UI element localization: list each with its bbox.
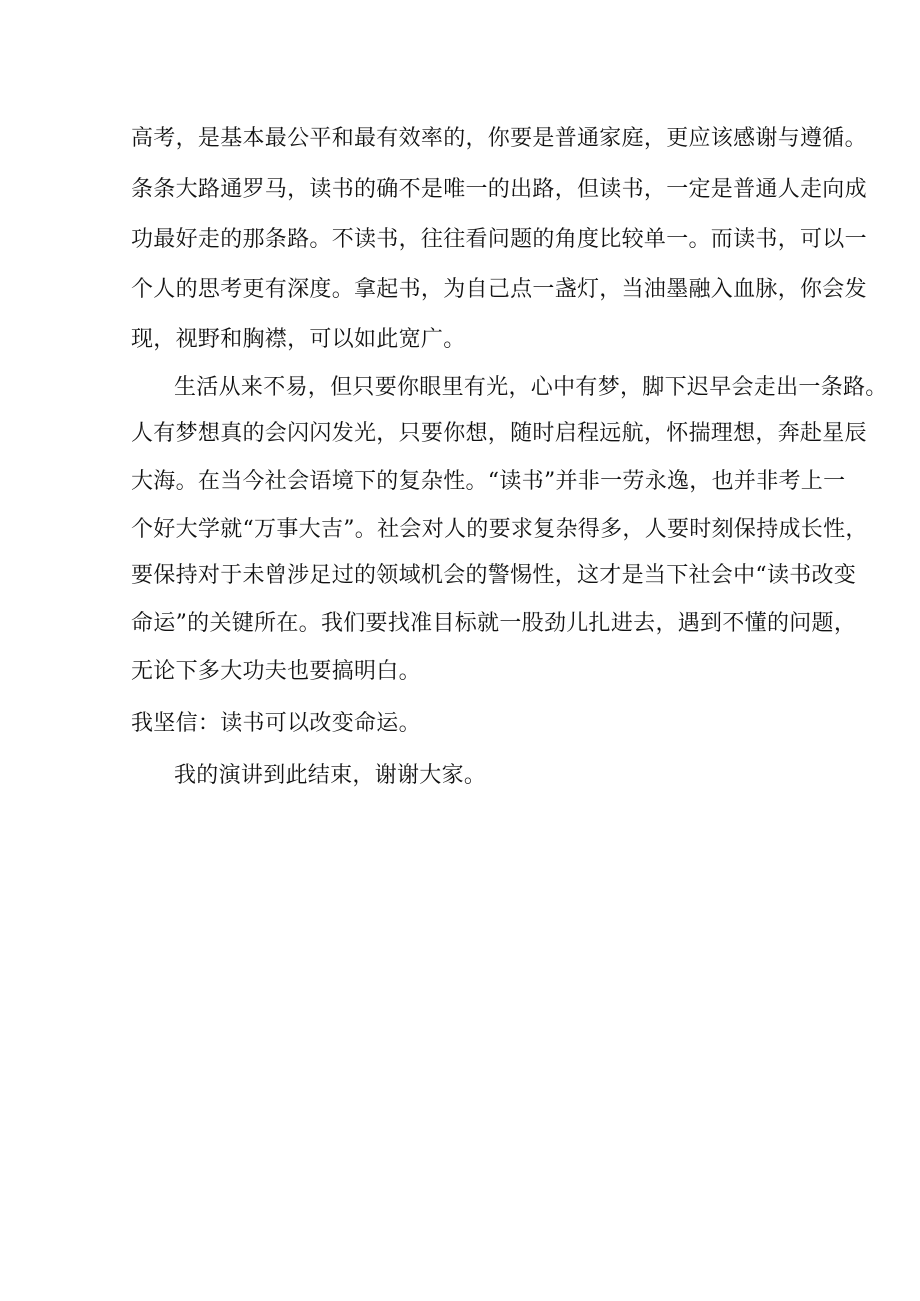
text-line: 条条大路通罗马，读书的确不是唯一的出路，但读书，一定是普通人走向成	[131, 177, 867, 202]
text-line: 个人的思考更有深度。拿起书，为自己点一盏灯，当油墨融入血脉，你会发	[131, 277, 867, 302]
text-line: 命运”的关键所在。我们要找准目标就一股劲儿扎进去，遇到不懂的问题，	[131, 611, 857, 636]
text-line: 生活从来不易，但只要你眼里有光，心中有梦，脚下迟早会走出一条路。	[174, 375, 888, 400]
text-line: 大海。在当今社会语境下的复杂性。“读书”并非一劳永逸，也并非考上一	[131, 469, 846, 494]
text-line: 人有梦想真的会闪闪发光，只要你想，随时启程远航，怀揣理想，奔赴星辰	[131, 421, 867, 446]
text-line: 我坚信：读书可以改变命运。	[131, 711, 421, 736]
text-line: 功最好走的那条路。不读书，往往看问题的角度比较单一。而读书，可以一	[131, 227, 867, 252]
text-line: 无论下多大功夫也要搞明白。	[131, 659, 421, 684]
text-line: 我的演讲到此结束，谢谢大家。	[174, 763, 487, 788]
text-line: 高考，是基本最公平和最有效率的，你要是普通家庭，更应该感谢与遵循。	[131, 126, 867, 151]
text-line: 现，视野和胸襟，可以如此宽广。	[131, 327, 466, 352]
text-line: 个好大学就“万事大吉”。社会对人的要求复杂得多，人要时刻保持成长性，	[131, 517, 868, 542]
text-line: 要保持对于未曾涉足过的领域机会的警惕性，这才是当下社会中“读书改变	[131, 563, 857, 588]
